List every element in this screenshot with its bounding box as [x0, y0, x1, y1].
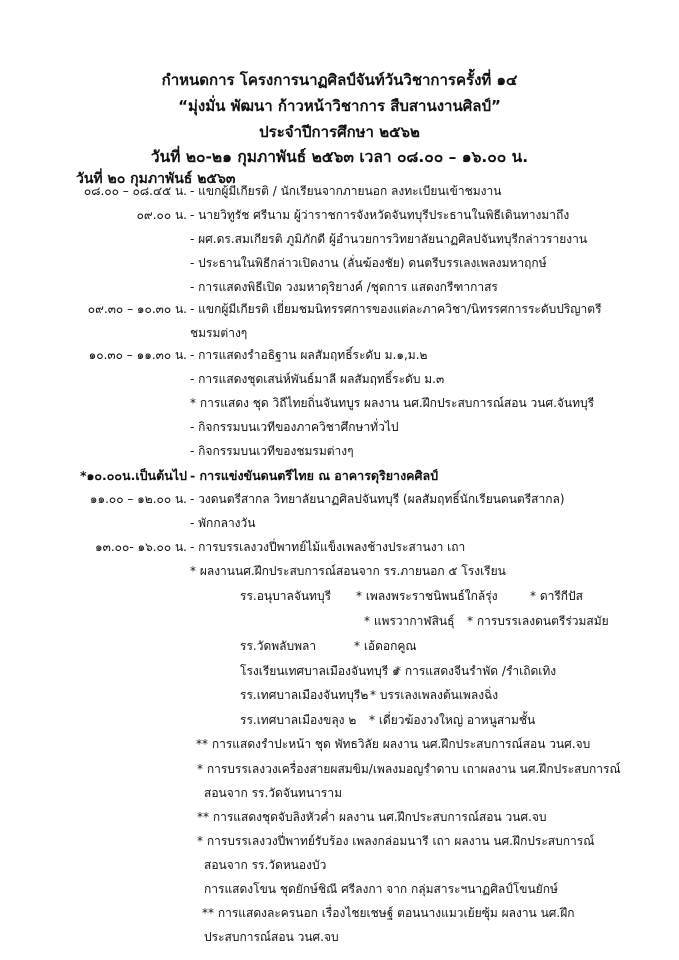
schedule-time: ๐๘.๐๐ – ๐๘.๔๕ น.	[83, 184, 187, 198]
schedule-item: - การแสดงพิธีเปิด วงมหาดุริยางค์ /ชุดการ แสดงกรีฑากาสร	[190, 280, 498, 294]
school-name: รร.วัดพลับพลา	[240, 639, 317, 653]
performance-item: * ดารีกีปัส	[530, 589, 583, 603]
schedule-item: การแสดงโขน ชุดยักษ์ชิณี ศรีลงกา จาก กลุ่มสาระฯนาฏศิลป์โขนยักษ์	[204, 882, 558, 896]
school-name: รร.เทศบาลเมืองจันทบุรี๒	[240, 688, 369, 702]
schedule-time: ๑๑.๐๐ – ๑๒.๐๐ น.	[89, 492, 187, 506]
performance-item: * แพรวากาฬสินธุ์	[364, 614, 455, 628]
schedule-item: - ประธานในพิธีกล่าวเปิดงาน (ลั่นฆ้องชัย) ดนตรีบรรเลงเพลงมหาฤกษ์	[190, 256, 547, 270]
school-name: รร.เทศบาลเมืองขลุง ๒	[240, 713, 357, 727]
title-line-2: “มุ่งมั่น พัฒนา ก้าวหน้าวิชาการ สืบสานงานศิลป์”	[178, 97, 501, 115]
schedule-item: - นายวิทูรัช ศรีนาม ผู้ว่าราชการจังหวัดจันทบุรีประธานในพิธีเดินทางมาถึง	[190, 208, 570, 222]
performance-item: * เอ้ดอกคูณ	[354, 639, 417, 653]
schedule-item: สอนจาก รร.วัดจันทนาราม	[204, 786, 342, 800]
performance-item: * บรรเลงเพลงต้นเพลงฉิ่ง	[370, 688, 499, 702]
title-line-1: กำหนดการ โครงการนาฏศิลป์จันท์วันวิชาการครั้งที่ ๑๔	[161, 71, 518, 89]
schedule-item: - การแสดงชุดเสน่ห์พันธ์มาลี ผลสัมฤทธิ์ระดับ ม.๓	[190, 372, 445, 386]
schedule-item: - แขกผู้มีเกียรติ เยี่ยมชมนิทรรศการของแต่ละภาควิชา/นิทรรศการระดับปริญาตรี	[190, 302, 602, 316]
performance-item: * การแสดงจีนรำพัด /รำเถิดเทิง	[395, 664, 557, 678]
schedule-item: - แขกผู้มีเกียรติ / นักเรียนจากภายนอก ลงทะเบียนเข้าชมงาน	[190, 184, 502, 198]
schedule-item: ** การแสดงรำปะหน้า ชุด พัทธวิลัย ผลงาน นศ.ฝึกประสบการณ์สอน วนศ.จบ	[196, 737, 591, 751]
date-heading: วันที่ ๒๐ กุมภาพันธ์ ๒๕๖๓	[76, 171, 236, 187]
schedule-item: - การแข่งขันดนตรีไทย ณ อาคารดุริยางคศิลป์	[190, 468, 439, 483]
schedule-item: ชมรมต่างๆ	[190, 326, 248, 340]
schedule-item: สอนจาก รร.วัดหนองบัว	[204, 858, 327, 872]
title-line-4: วันที่ ๒๐-๒๑ กุมภาพันธ์ ๒๕๖๓ เวลา ๐๘.๐๐ – ๑๖.๐๐ น.	[150, 148, 529, 166]
performance-item: * เดี่ยวฆ้องวงใหญ่ อาหนูสามชั้น	[369, 713, 536, 727]
schedule-item: - กิจกรรมบนเวทีของภาควิชาศึกษาทั่วไป	[190, 420, 399, 434]
schedule-item: - วงดนตรีสากล วิทยาลัยนาฏศิลปจันทบุรี (ผลสัมฤทธิ์นักเรียนดนตรีสากล)	[190, 492, 565, 506]
schedule-item: - การบรรเลงวงปี่พาทย์ไม้แข็งเพลงช้างประสานงา เถา	[190, 540, 466, 554]
schedule-item: * การบรรเลงวงปี่พาทย์รับร้อง เพลงกล่อมนารี เถา ผลงาน นศ.ฝึกประสบการณ์	[197, 834, 595, 848]
schedule-item: * การแสดง ชุด วิถีไทยถิ่นจันทบูร ผลงาน นศ.ฝึกประสบการณ์สอน วนศ.จันทบุรี	[190, 396, 595, 410]
schedule-item: ประสบการณ์สอน วนศ.จบ	[204, 930, 339, 944]
schedule-item: * การบรรเลงวงเครื่องสายผสมขิม/เพลงมอญรำดาบ เถาผลงาน นศ.ฝึกประสบการณ์	[197, 762, 621, 776]
schedule-item: ** การแสดงละครนอก เรื่องไชยเชษฐ์ ตอนนางแมวเย้ยซุ้ม ผลงาน นศ.ฝึก	[202, 906, 575, 920]
schedule-item: - ผศ.ดร.สมเกียรติ ภูมิภักดี ผู้อำนวยการวิทยาลัยนาฏศิลปจันทบุรีกล่าวรายงาน	[190, 232, 588, 246]
schedule-time: ๐๙.๓๐ – ๑๐.๓๐ น.	[87, 302, 187, 316]
performance-item: * เพลงพระราชนิพนธ์ใกล้รุ่ง	[356, 589, 498, 603]
schedule-time: ๐๙.๐๐ น.	[136, 208, 187, 222]
schedule-item: * ผลงานนศ.ฝึกประสบการณ์สอนจาก รร.ภายนอก ๕ โรงเรียน	[190, 564, 506, 578]
schedule-item: ** การแสดงชุดจับลิงหัวค่ำ ผลงาน นศ.ฝึกประสบการณ์สอน วนศ.จบ	[197, 810, 547, 824]
school-name: รร.อนุบาลจันทบุรี	[240, 589, 332, 603]
performance-item: * การบรรเลงดนตรีร่วมสมัย	[467, 614, 609, 628]
schedule-item: - พักกลางวัน	[190, 516, 256, 530]
schedule-item: - การแสดงรำอธิฐาน ผลสัมฤทธิ์ระดับ ม.๑,ม.๒	[190, 348, 428, 362]
school-name: โรงเรียนเทศบาลเมืองจันทบุรี ๑	[240, 664, 400, 678]
schedule-time: *๑๐.๐๐น.เป็นต้นไป	[79, 468, 187, 483]
schedule-time: ๑๓.๐๐- ๑๖.๐๐ น.	[95, 540, 187, 554]
schedule-item: - กิจกรรมบนเวทีของชมรมต่างๆ	[190, 444, 354, 458]
title-line-3: ประจำปีการศึกษา ๒๕๖๒	[259, 123, 420, 141]
schedule-time: ๑๐.๓๐ – ๑๑.๓๐ น.	[88, 348, 187, 362]
